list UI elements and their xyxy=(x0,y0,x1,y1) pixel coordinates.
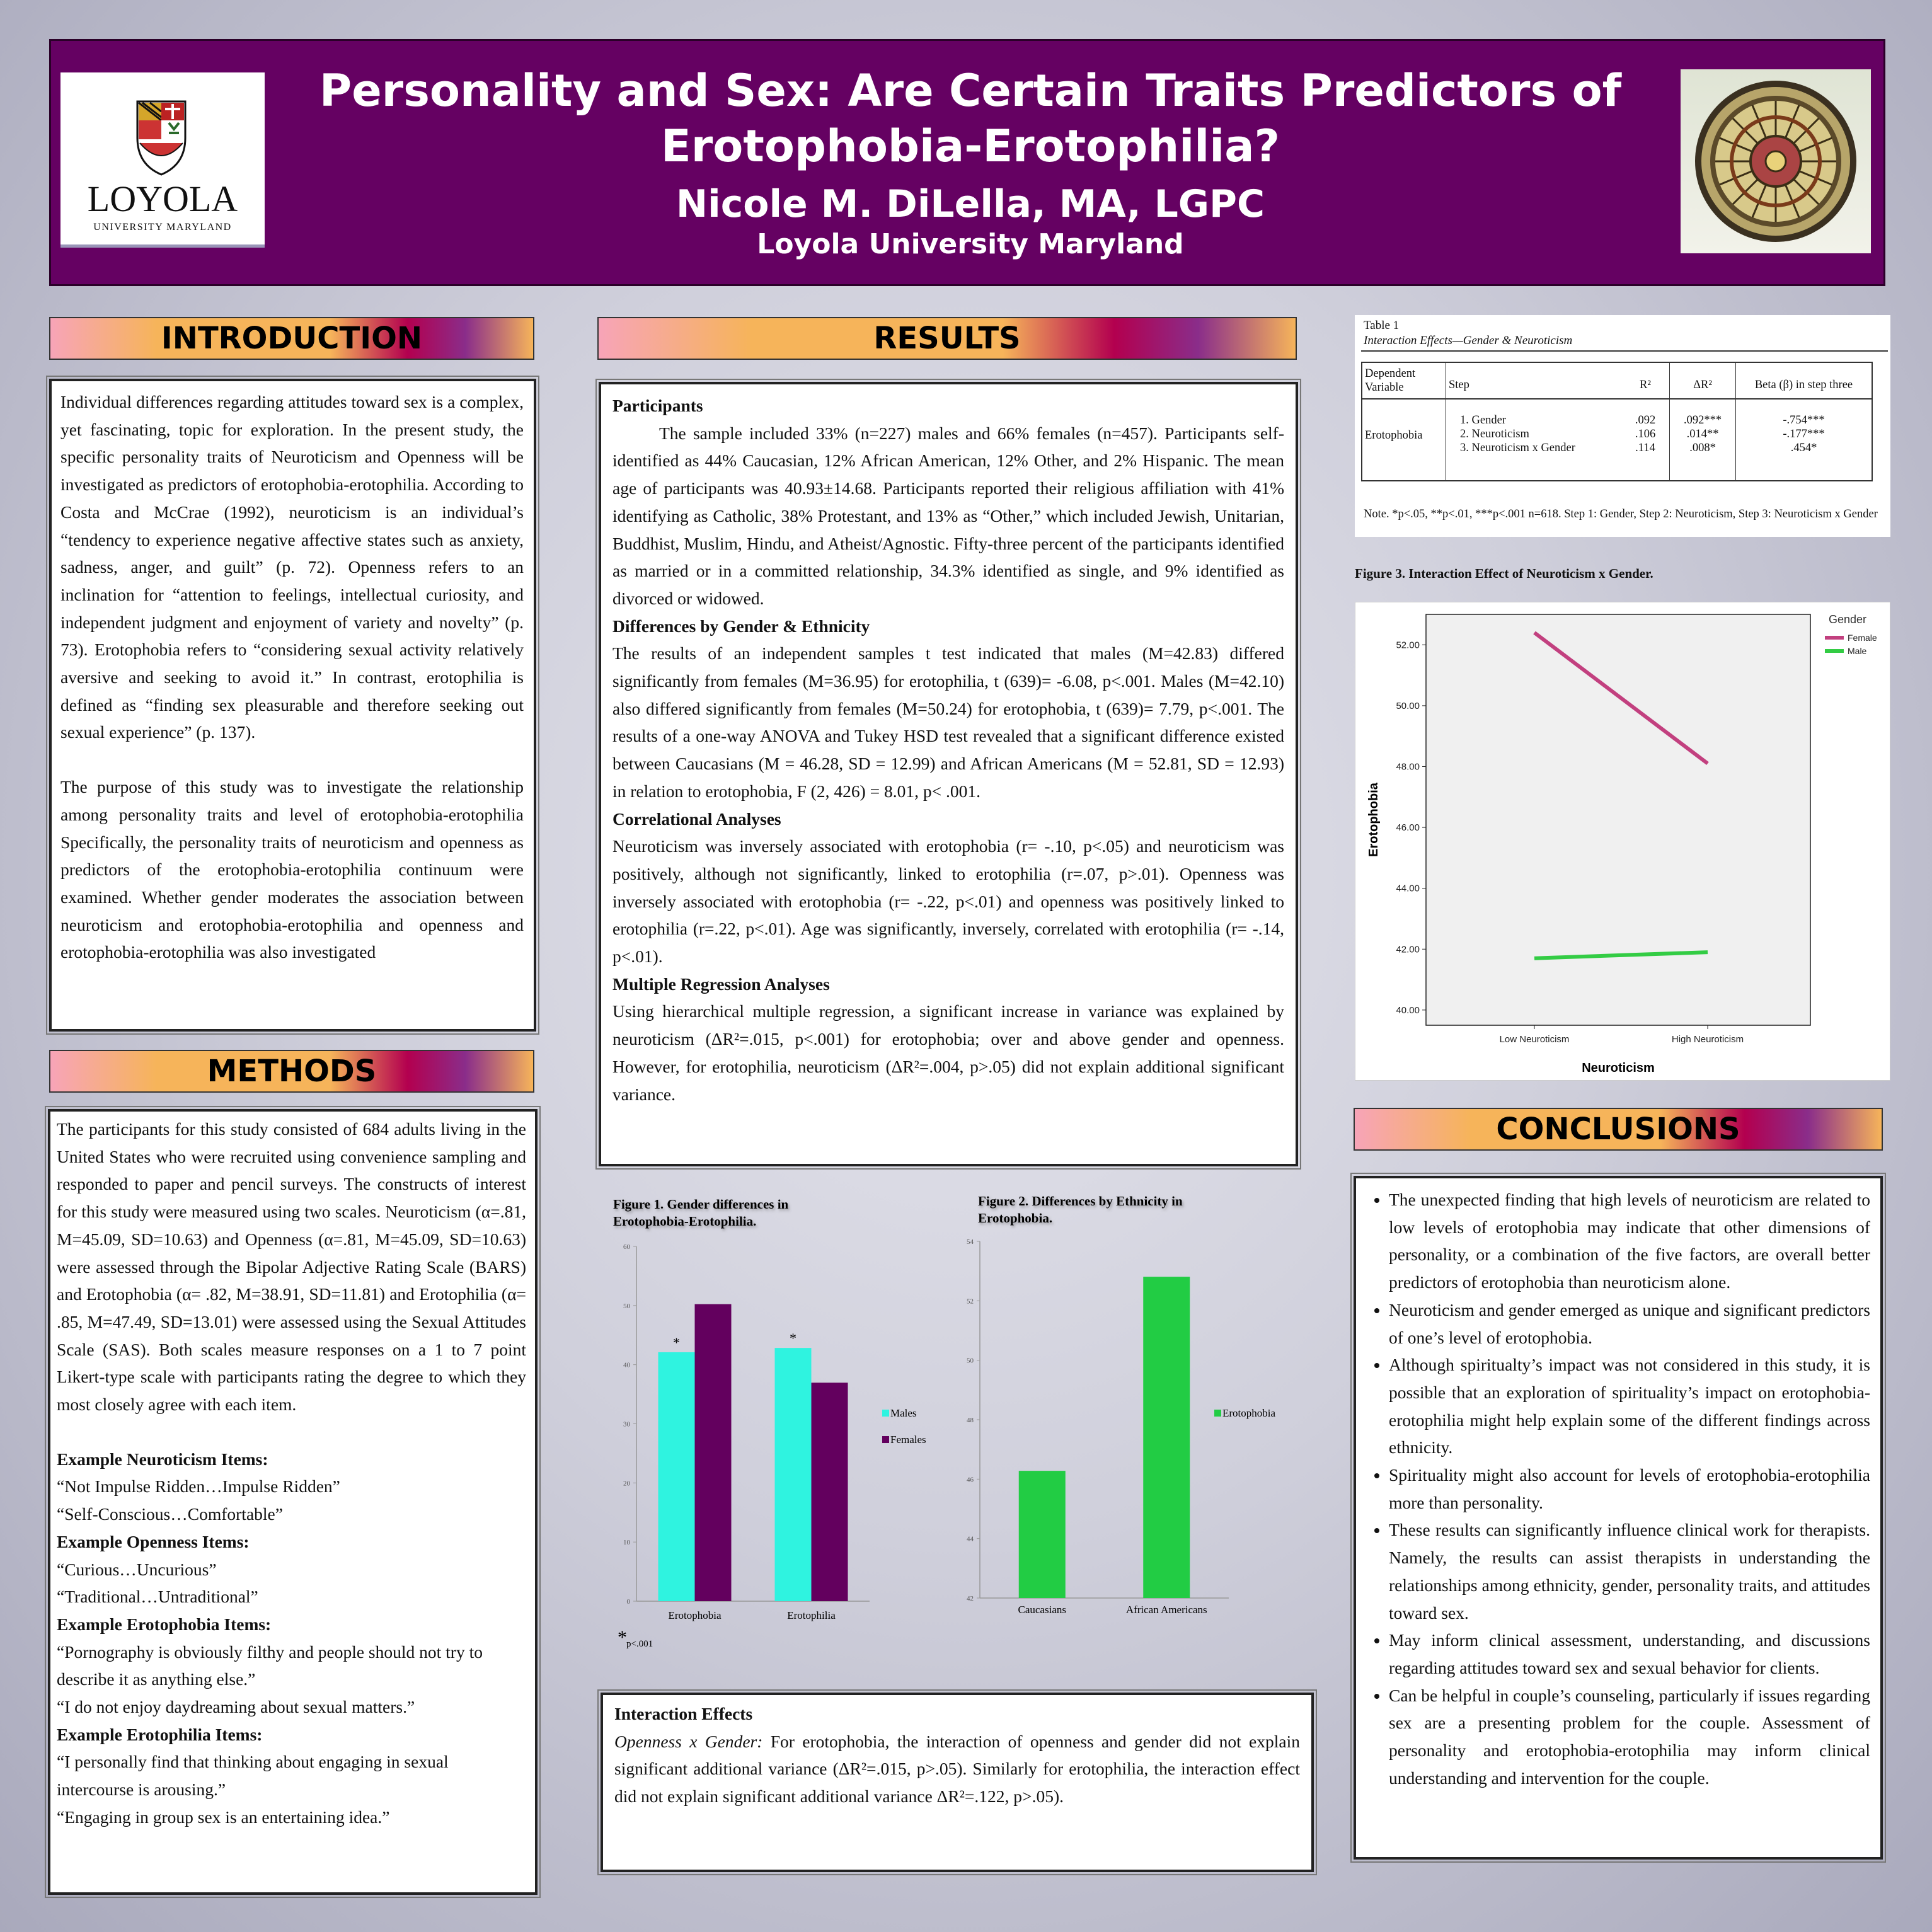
figure-1-legend-swatch xyxy=(882,1410,889,1417)
figure-3-y-tick-label: 48.00 xyxy=(1396,761,1420,773)
conclusion-item: • Spirituality might also account for levels of erotophobia-erotophilia more than personality. xyxy=(1389,1461,1870,1516)
figure-1-y-tick-label: 0 xyxy=(626,1598,630,1606)
figure-3-legend-label: Female xyxy=(1848,633,1877,643)
figure-2-chart xyxy=(967,1238,1275,1616)
conclusion-item: • Neuroticism and gender emerged as unique and significant predictors of one’s level of erotophobia. xyxy=(1389,1296,1870,1351)
figure-3-y-tick-label: 42.00 xyxy=(1396,944,1420,955)
figures-1-2-svg xyxy=(611,1183,1304,1662)
figure-1-title-line-1: Figure 1. Gender differences in xyxy=(613,1197,789,1212)
title-block xyxy=(277,63,1664,262)
table-header-step: Step xyxy=(1449,379,1469,391)
interaction-paragraph: For erotophobia, the interaction of openness and gender did not explain significant additional variance (ΔR²=.015, p>.05). Similarly for erotophilia, the interaction effect did not explain significant additional variance ΔR²=.122, p>.05). xyxy=(614,1731,1301,1807)
interaction-lead: Openness x Gender: xyxy=(614,1731,763,1751)
conclusions-panel xyxy=(1354,1176,1883,1860)
introduction-panel xyxy=(49,379,536,1032)
figure-2-bar xyxy=(1143,1277,1190,1598)
participants-heading: Participants xyxy=(612,396,703,415)
poster-title: Personality and Sex: Are Certain Traits Predictors of Erotophobia-Erotophilia? xyxy=(319,65,1622,172)
table-header-delta-r2: ΔR² xyxy=(1670,362,1736,399)
figure-1-significance-star: * xyxy=(790,1330,796,1347)
figure-1-y-tick-label: 40 xyxy=(623,1361,630,1369)
author-name: Nicole M. DiLella, MA, LGPC xyxy=(676,182,1265,226)
methods-heading: METHODS xyxy=(49,1050,534,1093)
table-step-3: 3. Neuroticism x Gender xyxy=(1460,442,1575,454)
figure-1-legend-label: Females xyxy=(890,1434,926,1446)
conclusions-heading: CONCLUSIONS xyxy=(1354,1108,1883,1151)
differences-paragraph: The results of an independent samples t test indicated that males (M=42.83) differed significantly from females (M=36.95) for erotophilia, t (639)= -6.08, p<.001. Males (M=42.10) also differed significantly from females (M=50.24) for erotophobia, t (639)= 7.79, p<.001. The results of a one-way ANOVA and Tukey HSD test revealed that a significant difference existed between Caucasians (M = 46.28, SD = 12.99) and African Americans (M = 52.81, SD = 12.93) in relation to erotophobia, F (2, 426) = 8.01, p< .001. xyxy=(612,643,1284,801)
figure-1-chart xyxy=(623,1243,926,1621)
table-1-label: Table 1 xyxy=(1364,319,1400,332)
conclusion-item: • These results can significantly influence clinical work for therapists. Namely, the results can assist therapists in understanding the relationships among ethnicity, gender, personality traits, and attitudes toward sex. xyxy=(1389,1516,1870,1626)
figure-1-bar xyxy=(695,1304,732,1601)
figure-2-y-tick-label: 42 xyxy=(967,1595,974,1602)
regression-paragraph: Using hierarchical multiple regression, a significant increase in variance was explained by neuroticism (ΔR²=.015, p<.001) for erotophobia; over and above gender and openness. However, for erotophilia, neuroticism (ΔR²=.004, p>.05) did not explain additional significant variance. xyxy=(612,1001,1284,1104)
table-r2-2: .106 xyxy=(1635,428,1656,440)
figure-1-footnote: p<.001 xyxy=(626,1639,653,1649)
introduction-heading: INTRODUCTION xyxy=(49,317,534,360)
figure-1-y-tick-label: 60 xyxy=(623,1243,630,1251)
table-header-dv: Dependent Variable xyxy=(1362,362,1446,399)
introduction-paragraph-1: Individual differences regarding attitudes toward sex is a complex, yet fascinating, topic for exploration. In the present study, the specific personality traits of Neuroticism and Openness will be investigated as predictors of erotophobia-erotophilia. According to Costa and McCrae (1992), neuroticism is an individual’s “tendency to experience negative affective states such as anxiety, sadness, anger, and guilt” (p. 72). Openness refers to an inclination for “attention to feelings, intellectual curiosity, and independent judgment and enjoyment of variety and novelty” (p. 73). Erotophobia refers to “considering sexual activity relatively aversive and seeking to avoid it.” In contrast, erotophilia is defined as “finding sex pleasurable and therefore seeking out sexual experience” (p. 137). xyxy=(60,392,524,742)
neuroticism-item-2: “Self-Conscious…Comfortable” xyxy=(57,1504,283,1524)
university-logo xyxy=(60,72,265,248)
figure-1-bar xyxy=(812,1383,848,1601)
openness-item-2: “Traditional…Untraditional” xyxy=(57,1587,258,1607)
neuroticism-items-label: Example Neuroticism Items: xyxy=(57,1449,268,1469)
figure-3-y-tick-label: 46.00 xyxy=(1396,822,1420,834)
logo-subtitle: UNIVERSITY MARYLAND xyxy=(93,222,232,233)
correlational-paragraph: Neuroticism was inversely associated with erotophobia (r= -.10, p<.05) and neuroticism was positively, although not significantly, linked to erotophilia (r=.07, p>.01). Openness was inversely associated with erotophobia (r= -.22, p<.01) and openness was positively linked to erotophilia (r=.22, p<.01). Age was significantly, inversely, correlated with erotophilia (r= -.14, p<.01). xyxy=(612,836,1284,967)
figure-3-title: Figure 3. Interaction Effect of Neuroticism x Gender. xyxy=(1355,566,1653,581)
table-1-panel xyxy=(1355,315,1890,537)
figure-3-x-axis-label: Neuroticism xyxy=(1582,1061,1655,1075)
figure-1-y-tick-label: 50 xyxy=(623,1302,630,1310)
table-header-r2: R² xyxy=(1621,362,1670,399)
figure-2-y-tick-label: 44 xyxy=(967,1535,974,1543)
methods-panel xyxy=(48,1109,538,1895)
table-beta-2: -.177*** xyxy=(1783,428,1825,440)
conclusion-item: • Although spiritualty’s impact was not considered in this study, it is possible that an exploration of spirituality’s impact on erotophobia-erotophilia might help explain some of the different findings across ethnicity. xyxy=(1389,1351,1870,1461)
openness-items-label: Example Openness Items: xyxy=(57,1531,250,1551)
figure-1-bar xyxy=(658,1352,695,1601)
stained-glass-window-icon xyxy=(1695,81,1856,242)
figure-1-footnote-star: * xyxy=(618,1627,627,1648)
correlational-heading: Correlational Analyses xyxy=(612,808,781,829)
conclusion-item: • The unexpected finding that high levels of neuroticism are related to low levels of erotophobia may indicate that other dimensions of personality, or a combination of the five factors, are overall better predictors of erotophobia than neuroticism alone. xyxy=(1389,1186,1870,1296)
table-1-title: Interaction Effects—Gender & Neuroticism xyxy=(1364,334,1573,347)
figure-2-y-tick-label: 54 xyxy=(967,1238,974,1246)
erotophobia-item-1: “Pornography is obviously filthy and people should not try to describe it as anything else.” xyxy=(57,1642,483,1689)
erotophilia-item-1: “I personally find that thinking about engaging in sexual intercourse is arousing.” xyxy=(57,1752,449,1800)
figure-3-y-tick-label: 52.00 xyxy=(1396,640,1420,651)
participants-paragraph: The sample included 33% (n=227) males and 66% females (n=457). Participants self-identified as 44% Caucasian, 12% African American, 12% Other, and 2% Hispanic. The mean age of participants was 40.93±14.68. Participants reported their religious affiliation with 41% identifying as Catholic, 38% Protestant, and 13% as “Other,” which included Jewish, Unitarian, Buddhist, Muslim, Hindu, and Atheist/Agnostic. Fifty-three percent of the participants identified as married or in a committed relationship, 34.3% identified as single, and 9% identified as divorced or widowed. xyxy=(612,423,1284,608)
conclusion-item: • Can be helpful in couple’s counseling, particularly if issues regarding sex are a presenting problem for the couple. Assessment of personality and erotophobia-erotophilia may inform clinical understanding and intervention for the couple. xyxy=(1389,1682,1870,1792)
figure-1-title-line-2: Erotophobia-Erotophilia. xyxy=(613,1214,757,1229)
figure-1-legend-label: Males xyxy=(890,1407,917,1419)
table-delta-r2-1: .092*** xyxy=(1683,414,1722,427)
introduction-paragraph-2: The purpose of this study was to investigate the relationship among personality traits and level of erotophobia-erotophilia Specifically, the personality traits of neuroticism and openness as predictors of the erotophobia-erotophilia continuum were examined. Whether gender moderates the association between neuroticism and erotophobia-erotophilia and openness and erotophobia-erotophilia was also investigated xyxy=(60,777,524,962)
table-1 xyxy=(1361,362,1890,481)
table-beta-3: .454* xyxy=(1790,442,1817,454)
conclusion-item: • May inform clinical assessment, understanding, and discussions regarding attitudes toward sex and sexual behavior for clients. xyxy=(1389,1626,1870,1681)
table-step-2: 2. Neuroticism xyxy=(1460,428,1529,440)
interaction-heading: Interaction Effects xyxy=(614,1704,753,1723)
figure-1-y-tick-label: 30 xyxy=(623,1420,630,1429)
figure-3-x-tick-label: High Neuroticism xyxy=(1671,1034,1744,1045)
conclusions-list xyxy=(1356,1186,1870,1791)
figure-3-panel xyxy=(1355,602,1890,1081)
figure-1-legend-swatch xyxy=(882,1436,889,1443)
interaction-effects-panel xyxy=(601,1693,1314,1872)
table-delta-r2-3: .008* xyxy=(1689,442,1716,454)
figure-2-title-line-2: Erotophobia. xyxy=(978,1210,1053,1226)
table-delta-r2-2: .014** xyxy=(1686,428,1719,440)
figure-3-chart xyxy=(1355,602,1890,1081)
figure-2-category-label: African Americans xyxy=(1125,1604,1207,1616)
erotophilia-item-2: “Engaging in group sex is an entertaining idea.” xyxy=(57,1807,390,1827)
regression-heading: Multiple Regression Analyses xyxy=(612,974,830,994)
figure-1-category-label: Erotophilia xyxy=(787,1609,836,1621)
erotophobia-items-label: Example Erotophobia Items: xyxy=(57,1614,272,1634)
results-panel xyxy=(599,382,1298,1166)
figures-1-2-area xyxy=(611,1183,1304,1662)
figure-1-significance-star: * xyxy=(673,1334,680,1350)
figure-1-y-tick-label: 20 xyxy=(623,1480,630,1488)
table-r2-1: .092 xyxy=(1635,414,1656,427)
figure-3-y-tick-label: 40.00 xyxy=(1396,1004,1420,1016)
table-1-note: Note. *p<.05, **p<.01, ***p<.001 n=618. Step 1: Gender, Step 2: Neuroticism, Step 3: Neuroticism x Gender xyxy=(1364,508,1878,520)
logo-wordmark: LOYOLA xyxy=(87,178,238,219)
erotophobia-item-2: “I do not enjoy daydreaming about sexual matters.” xyxy=(57,1697,415,1717)
figure-3-y-tick-label: 50.00 xyxy=(1396,700,1420,711)
figure-2-legend-swatch xyxy=(1214,1410,1221,1417)
figure-2-title-line-1: Figure 2. Differences by Ethnicity in xyxy=(978,1193,1183,1209)
figure-2-y-tick-label: 46 xyxy=(967,1476,974,1484)
figure-3-x-tick-label: Low Neuroticism xyxy=(1499,1034,1570,1045)
figure-1-y-tick-label: 10 xyxy=(623,1539,630,1547)
openness-item-1: “Curious…Uncurious” xyxy=(57,1559,217,1579)
figure-2-y-tick-label: 50 xyxy=(967,1357,974,1365)
figure-1-category-label: Erotophobia xyxy=(668,1609,722,1621)
figure-1-bar xyxy=(775,1348,812,1601)
figure-2-legend-label: Erotophobia xyxy=(1222,1407,1276,1419)
results-heading: RESULTS xyxy=(597,317,1297,360)
author-institution: Loyola University Maryland xyxy=(757,228,1184,260)
figure-3-y-axis-label: Erotophobia xyxy=(1367,783,1381,857)
figure-3-plot-area xyxy=(1426,614,1810,1025)
figure-3-legend-title: Gender xyxy=(1829,613,1867,626)
table-beta-1: -.754*** xyxy=(1783,414,1825,427)
table-step-1: 1. Gender xyxy=(1460,414,1506,427)
differences-heading: Differences by Gender & Ethnicity xyxy=(612,616,870,636)
table-dv-erotophobia: Erotophobia xyxy=(1362,399,1446,481)
neuroticism-item-1: “Not Impulse Ridden…Impulse Ridden” xyxy=(57,1476,340,1497)
figure-2-category-label: Caucasians xyxy=(1018,1604,1066,1616)
figure-3-legend-label: Male xyxy=(1848,646,1867,656)
figure-2-y-tick-label: 48 xyxy=(967,1417,974,1424)
figure-2-y-tick-label: 52 xyxy=(967,1297,974,1306)
stained-glass-seal xyxy=(1681,69,1871,253)
figure-2-bar xyxy=(1019,1471,1066,1598)
loyola-crest-icon xyxy=(137,101,185,175)
figure-3-y-tick-label: 44.00 xyxy=(1396,883,1420,894)
erotophilia-items-label: Example Erotophilia Items: xyxy=(57,1724,263,1744)
methods-paragraph: The participants for this study consisted of 684 adults living in the United States who were recruited using convenience sampling and responded to paper and pencil surveys. The constructs of interest for this study were measured using two scales. Neuroticism (α=.81, M=45.09, SD=10.63) and Openness (α=.81, M=45.09, SD=10.63) were assessed through the Bipolar Adjective Rating Scale (BARS) and Erotophobia (α= .82, M=38.91, SD=11.81) and Erotophilia (α= .85, M=47.49, SD=13.01) were assessed using the Sexual Attitudes Scale (SAS). Both scales measure responses on a 1 to 7 point Likert-type scale with participants rating the degree to which they most closely agree with each item. xyxy=(57,1119,526,1415)
table-header-beta: Beta (β) in step three xyxy=(1754,379,1853,391)
table-r2-3: .114 xyxy=(1635,442,1655,454)
